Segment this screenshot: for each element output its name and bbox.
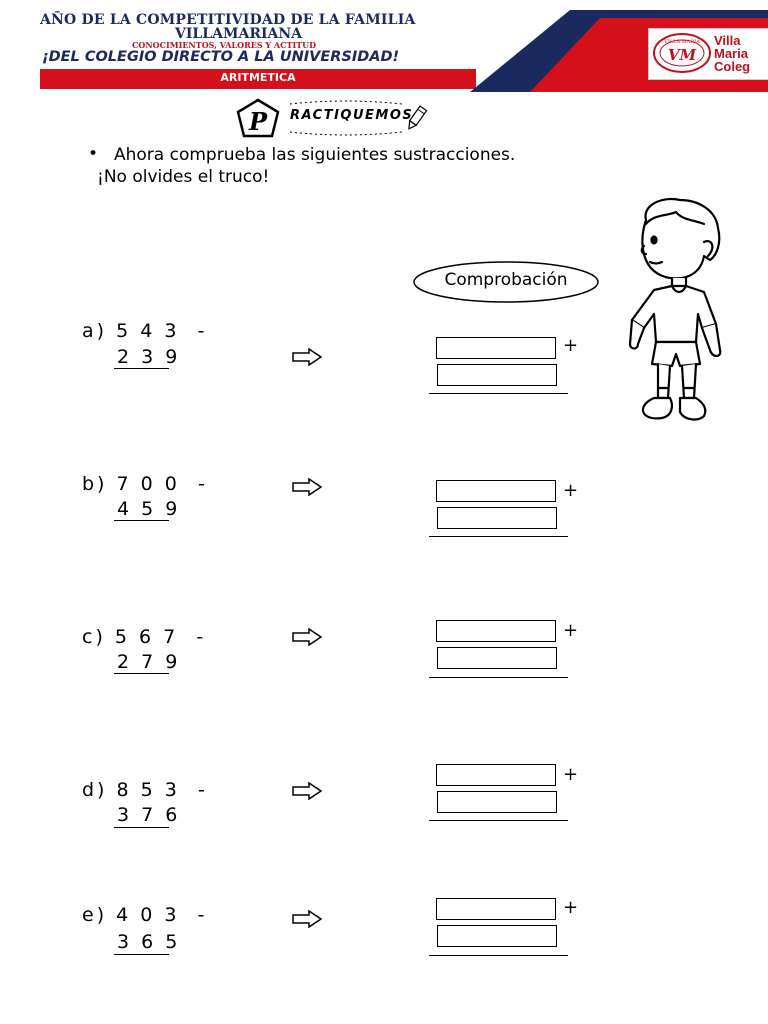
seal-text: VILLA MARIA: [664, 39, 700, 45]
exercise-underline: [114, 827, 169, 828]
plus-sign: +: [563, 480, 579, 501]
check-answer-box-top[interactable]: [436, 337, 556, 359]
instruction-text: Ahora comprueba las siguientes sustracciones.: [114, 145, 516, 165]
exercise-label: b): [82, 473, 108, 495]
school-seal-icon: [652, 32, 712, 74]
check-result-line: [429, 820, 568, 821]
exercise-underline: [114, 954, 169, 955]
check-answer-box-bottom[interactable]: [437, 791, 557, 813]
minus-sign: -: [196, 626, 207, 648]
check-result-line: [429, 393, 568, 394]
header-slogan: ¡DEL COLEGIO DIRECTO A LA UNIVERSIDAD!: [42, 49, 400, 65]
check-answer-box-top[interactable]: [436, 620, 556, 642]
header-family-name: VILLAMARIANA: [175, 26, 303, 42]
exercise-minuend: 4 0 3: [116, 904, 180, 926]
exercise-subtrahend: 2 7 9: [117, 651, 181, 673]
check-answer-box-bottom[interactable]: [437, 364, 557, 386]
minus-sign: -: [197, 779, 208, 801]
plus-sign: +: [563, 335, 579, 356]
header-year-title: AÑO DE LA COMPETITIVIDAD DE LA FAMILIA: [40, 12, 416, 28]
exercise-minuend-row: [82, 473, 208, 495]
check-answer-box-bottom[interactable]: [437, 507, 557, 529]
exercise-minuend: 5 6 7: [114, 626, 179, 648]
logo-word-2: Maria: [714, 46, 748, 61]
minus-sign: -: [197, 473, 208, 495]
arrow-right-icon: [292, 782, 322, 800]
logo-word-3: Coleg: [714, 59, 751, 74]
instruction-reminder: ¡No olvides el truco!: [97, 167, 270, 187]
plus-sign: +: [563, 764, 579, 785]
exercise-subtrahend: 2 3 9: [117, 346, 181, 368]
exercise-underline: [114, 673, 169, 674]
header-motto: CONOCIMIENTOS, VALORES Y ACTITUD: [132, 40, 317, 50]
subject-title: ARITMETICA: [220, 71, 296, 84]
seal-monogram: VM: [667, 46, 697, 64]
badge-letter: P: [248, 107, 268, 136]
exercise-minuend: 7 0 0: [116, 473, 180, 495]
check-answer-box-bottom[interactable]: [437, 925, 557, 947]
exercise-label: c): [82, 626, 106, 648]
minus-sign: -: [197, 320, 208, 342]
exercise-label: a): [82, 320, 108, 342]
check-answer-box-top[interactable]: [436, 898, 556, 920]
arrow-right-icon: [292, 348, 322, 366]
exercise-minuend-row: [82, 626, 206, 648]
exercise-subtrahend: 4 5 9: [117, 498, 181, 520]
comprobacion-label: Comprobación: [444, 270, 568, 290]
exercise-subtrahend: 3 6 5: [117, 931, 181, 953]
logo-word-1: Villa: [714, 33, 741, 48]
minus-sign: -: [197, 904, 208, 926]
exercise-minuend-row: [82, 320, 207, 342]
exercise-label: d): [82, 779, 108, 801]
boy-illustration: [624, 194, 728, 430]
check-result-line: [429, 955, 568, 956]
exercise-underline: [114, 520, 169, 521]
check-answer-box-top[interactable]: [436, 480, 556, 502]
arrow-right-icon: [292, 910, 322, 928]
exercise-label: e): [82, 904, 108, 926]
arrow-right-icon: [292, 628, 322, 646]
check-answer-box-top[interactable]: [436, 764, 556, 786]
arrow-right-icon: [292, 478, 322, 496]
check-result-line: [429, 536, 568, 537]
exercise-underline: [114, 368, 169, 369]
plus-sign: +: [563, 897, 579, 918]
exercise-minuend-row: [82, 779, 208, 801]
exercise-minuend-row: [82, 904, 207, 926]
instruction-bullet: •: [88, 144, 99, 164]
check-result-line: [429, 677, 568, 678]
exercise-minuend: 5 4 3: [116, 320, 180, 342]
check-answer-box-bottom[interactable]: [437, 647, 557, 669]
plus-sign: +: [563, 620, 579, 641]
exercise-subtrahend: 3 7 6: [117, 804, 181, 826]
exercise-minuend: 8 5 3: [116, 779, 180, 801]
badge-title: RACTIQUEMOS: [290, 108, 414, 123]
